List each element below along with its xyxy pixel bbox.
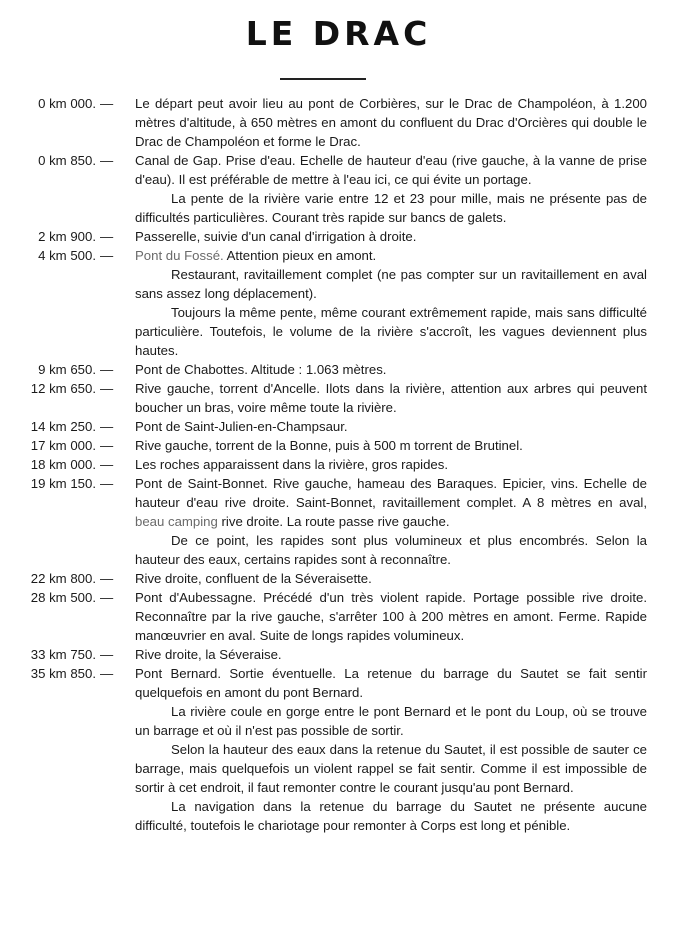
entry-km: 19 km 150. <box>30 476 96 491</box>
entry-text: Passerelle, suivie d'un canal d'irrigation à droite. <box>135 229 417 244</box>
entry-km: 0 km 000. <box>38 96 96 111</box>
entry-km: 35 km 850. <box>30 666 96 681</box>
entry-text: De ce point, les rapides sont plus volumineux et plus encombrés. Selon la hauteur des eaux, certains rapides sont à reconnaître. <box>135 533 647 567</box>
entry-dash: — <box>100 381 114 396</box>
highlighted-text: beau camping <box>135 514 218 529</box>
entry-dash: — <box>100 96 114 111</box>
entry-6 <box>0 417 677 436</box>
entry-dash: — <box>100 229 114 244</box>
entry-text: Pont du Fossé. Attention pieux en amont. <box>135 248 377 263</box>
title-underline <box>280 78 366 80</box>
entry-dash: — <box>100 362 114 377</box>
entry-11 <box>0 588 677 645</box>
entry-text: Pont Bernard. Sortie éventuelle. La retenue du barrage du Sautet se fait sentir quelquefois en amont du pont Bernard. <box>135 666 647 700</box>
entry-km: 33 km 750. <box>30 647 96 662</box>
entry-text: Pont de Saint-Julien-en-Champsaur. <box>135 419 348 434</box>
entry-text: Rive gauche, torrent d'Ancelle. Ilots dans la rivière, attention aux arbres qui peuvent boucher un bras, voire même toute la rivière. <box>135 381 647 415</box>
entry-3 <box>0 246 677 360</box>
entry-dash: — <box>100 419 114 434</box>
entry-km: 28 km 500. <box>30 590 96 605</box>
entry-text: Canal de Gap. Prise d'eau. Echelle de hauteur d'eau (rive gauche, à la vanne de prise d'eau). Il est préférable de mettre à l'eau ici, ce qui évite un portage. <box>135 153 647 187</box>
entry-dash: — <box>100 666 114 681</box>
entry-2 <box>0 227 677 246</box>
entry-km: 14 km 250. <box>30 419 96 434</box>
entry-km: 17 km 000. <box>30 438 96 453</box>
entry-dash: — <box>100 590 114 605</box>
entry-km: 22 km 800. <box>30 571 96 586</box>
entry-text: La navigation dans la retenue du barrage du Sautet ne présente aucune difficulté, toutefois le chariotage pour remonter à Corps est long et pénible. <box>135 799 647 833</box>
entry-text: Restaurant, ravitaillement complet (ne pas compter sur un ravitaillement en aval sans assez long déplacement). <box>135 267 647 301</box>
entry-km: 2 km 900. <box>38 229 96 244</box>
entry-8 <box>0 455 677 474</box>
entry-dash: — <box>100 153 114 168</box>
entry-dash: — <box>100 647 114 662</box>
entry-text: Toujours la même pente, même courant extrêmement rapide, mais sans difficulté particulière. Toutefois, le volume de la rivière s'accroît, les vagues deviennent plus hautes. <box>135 305 647 358</box>
entry-text: La rivière coule en gorge entre le pont Bernard et le pont du Loup, où se trouve un barrage et où il n'est pas possible de sortir. <box>135 704 647 738</box>
entry-text: Pont d'Aubessagne. Précédé d'un très violent rapide. Portage possible rive droite. Reconnaître par la rive gauche, s'arrêter 100 à 200 mètres en amont. Ferme. Rapide manœuvrier en aval. Suite de longs rapides volumineux. <box>135 590 647 643</box>
entry-km: 9 km 650. <box>38 362 96 377</box>
entry-0 <box>0 94 677 151</box>
entry-text: Pont de Chabottes. Altitude : 1.063 mètres. <box>135 362 387 377</box>
entry-1 <box>0 151 677 227</box>
entry-text: Les roches apparaissent dans la rivière, gros rapides. <box>135 457 449 472</box>
entries-list <box>0 94 677 835</box>
entry-km: 18 km 000. <box>30 457 96 472</box>
entry-text: La pente de la rivière varie entre 12 et 23 pour mille, mais ne présente pas de difficultés particulières. Courant très rapide sur bancs de galets. <box>135 191 647 225</box>
entry-km: 12 km 650. <box>30 381 96 396</box>
entry-text: Rive gauche, torrent de la Bonne, puis à 500 m torrent de Brutinel. <box>135 438 523 453</box>
entry-text: Le départ peut avoir lieu au pont de Corbières, sur le Drac de Champoléon, à 1.200 mètres d'altitude, à 650 mètres en amont du confluent du Drac d'Orcières qui double le Drac de Champoléon et forme le Drac. <box>135 96 647 149</box>
entry-text: Rive droite, confluent de la Séveraisette. <box>135 571 372 586</box>
entry-km: 0 km 850. <box>38 153 96 168</box>
highlighted-text: Pont du Fossé. <box>135 248 224 263</box>
entry-dash: — <box>100 476 114 491</box>
entry-text: Selon la hauteur des eaux dans la retenue du Sautet, il est possible de sauter ce barrage, mais quelquefois un violent rappel se fait sentir. Comme il est impossible de sortir à cet endroit, il faut remonter contre le courant jusqu'au pont Bernard. <box>135 742 647 795</box>
entry-10 <box>0 569 677 588</box>
entry-dash: — <box>100 438 114 453</box>
entry-text: Pont de Saint-Bonnet. Rive gauche, hameau des Baraques. Epicier, vins. Echelle de hauteur d'eau rive droite. Saint-Bonnet, ravitaillement complet. A 8 mètres en aval, beau camping rive droite. La route passe rive gauche. <box>135 476 647 529</box>
page-title: LE DRAC <box>245 14 432 53</box>
entry-dash: — <box>100 457 114 472</box>
entry-km: 4 km 500. <box>38 248 96 263</box>
entry-4 <box>0 360 677 379</box>
entry-5 <box>0 379 677 417</box>
entry-12 <box>0 645 677 664</box>
entry-9 <box>0 474 677 569</box>
entry-dash: — <box>100 571 114 586</box>
entry-dash: — <box>100 248 114 263</box>
entry-13 <box>0 664 677 835</box>
entry-7 <box>0 436 677 455</box>
entry-text: Rive droite, la Séveraise. <box>135 647 282 662</box>
